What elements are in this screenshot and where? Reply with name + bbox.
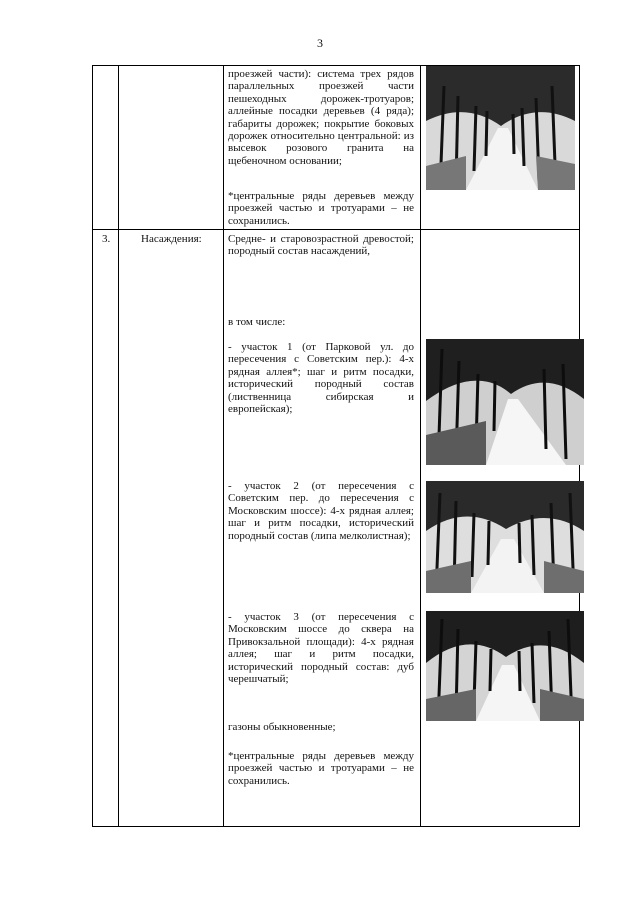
monument-table (92, 65, 580, 827)
alley-photo-section-1 (426, 339, 584, 465)
section-3-description: - участок 3 (от пересечения с Московским шоссе до сквера на Привокзальной площади): 4-х рядная аллея; шаг и ритм посадки, исторический породный состав: дуб черешчатый; (228, 611, 414, 686)
alley-photo-section-2 (426, 481, 584, 593)
continued-description: проезжей части): система трех рядов параллельных проезжей части пешеходных дорожек-тротуаров; аллейные посадки деревьев (4 ряда); габариты дорожек; покрытие боковых дорожек относительно центральной: из высевок розового гранита на щебеночном основании; (228, 68, 414, 167)
row-divider (93, 229, 579, 230)
alley-photo-top (426, 66, 575, 190)
lawns-description: газоны обыкновенные; (228, 721, 336, 733)
section-2-description: - участок 2 (от пересечения с Советским пер. до пересечения с Московским шоссе): 4-х рядная аллея; шаг и ритм посадки, исторический породный состав (липа мелколистная); (228, 480, 414, 542)
column-divider (118, 66, 119, 826)
column-divider (223, 66, 224, 826)
section-1-description: - участок 1 (от Парковой ул. до пересечения с Советским пер.): 4-х рядная аллея*; шаг и ритм посадки, исторический породный состав (лиственница сибирская и европейская); (228, 341, 414, 416)
page-number: 3 (317, 36, 323, 50)
continued-note: *центральные ряды деревьев между проезжей частью и тротуарами – не сохранились. (228, 190, 414, 227)
row-title: Насаждения: (141, 233, 202, 245)
alley-photo-section-3 (426, 611, 584, 721)
column-divider (420, 66, 421, 826)
plantings-intro: Средне- и старовозрастной древостой; породный состав насаждений, (228, 233, 414, 258)
row-number: 3. (102, 233, 111, 245)
row3-note: *центральные ряды деревьев между проезжей частью и тротуарами – не сохранились. (228, 750, 414, 787)
including-label: в том числе: (228, 316, 286, 328)
